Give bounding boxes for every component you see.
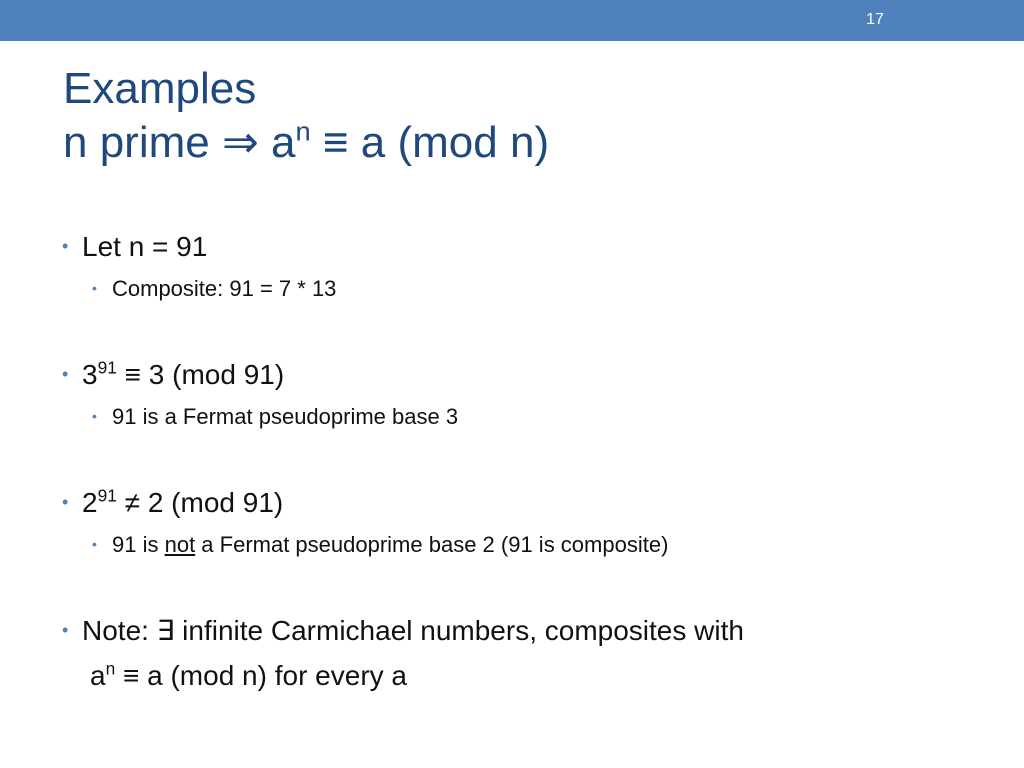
bullet-dot-icon: • (92, 536, 97, 552)
bullet-let-n (62, 230, 207, 267)
bullet-text: Let n = 91 (82, 231, 208, 262)
base: 3 (82, 359, 98, 390)
bullet-text: 91 is a Fermat pseudoprime base 3 (112, 404, 459, 429)
header-bar (0, 0, 1024, 41)
slide-title (63, 62, 549, 170)
bullet-dot-icon: • (92, 280, 97, 296)
underlined-not: not (164, 532, 196, 557)
bullet-3-pow-91 (62, 358, 284, 395)
congruence-text: ≡ a (mod n) for every a (115, 660, 408, 691)
bullet-text-post: a Fermat pseudoprime base 2 (91 is composite) (195, 532, 669, 557)
sub-bullet-pseudoprime-base-3 (92, 403, 458, 433)
bullet-carmichael-note (62, 614, 744, 651)
bullet-dot-icon: • (62, 492, 69, 512)
slide-number: 17 (866, 11, 884, 28)
bullet-text: Note: ∃ infinite Carmichael numbers, composites with (82, 615, 744, 646)
bullet-text: Composite: 91 = 7 * 13 (112, 276, 337, 301)
title-superscript: n (295, 115, 311, 147)
bullet-2-pow-91 (62, 486, 283, 523)
bullet-dot-icon: • (62, 620, 69, 640)
bullet-carmichael-note-continuation (90, 659, 407, 693)
title-text-a: n prime ⇒ a (63, 118, 296, 167)
title-text-b: ≡ a (mod n) (310, 118, 550, 167)
exponent: 91 (97, 357, 117, 378)
bullet-dot-icon: • (62, 236, 69, 256)
exponent: n (105, 658, 116, 679)
congruence-text: ≠ 2 (mod 91) (116, 487, 284, 518)
sub-bullet-not-pseudoprime-base-2 (92, 531, 668, 561)
title-line-2 (63, 116, 549, 170)
bullet-text-pre: 91 is (112, 532, 165, 557)
bullet-dot-icon: • (92, 408, 97, 424)
base: 2 (82, 487, 98, 518)
var-a: a (90, 660, 106, 691)
exponent: 91 (97, 485, 117, 506)
sub-bullet-composite (92, 275, 336, 305)
title-line-1: Examples (63, 64, 257, 113)
bullet-dot-icon: • (62, 364, 69, 384)
congruence-text: ≡ 3 (mod 91) (116, 359, 285, 390)
